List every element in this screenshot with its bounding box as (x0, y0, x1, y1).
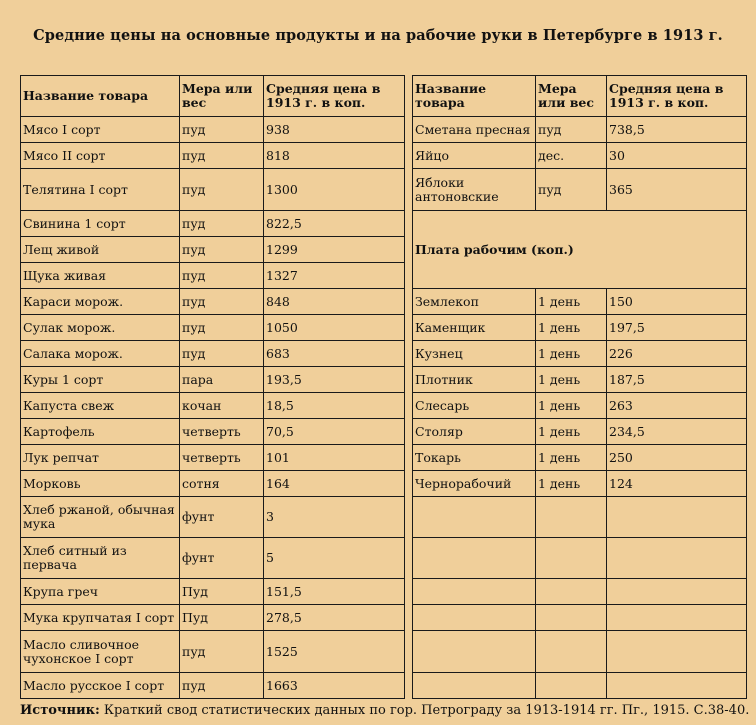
table-title: Средние цены на основные продукты и на рабочие руки в Петербурге в 1913 г. (33, 27, 723, 44)
table-row (21, 471, 747, 497)
table-row (21, 143, 747, 169)
column-gap (405, 143, 413, 169)
empty-cell (607, 497, 747, 538)
worker-name: Слесарь (413, 393, 536, 419)
table-row (21, 315, 747, 341)
product-price: 1300 (264, 169, 405, 211)
product-name: Лук репчат (21, 445, 180, 471)
product-name: Яйцо (413, 143, 536, 169)
worker-period: 1 день (536, 419, 607, 445)
product-name: Картофель (21, 419, 180, 445)
product-name: Куры 1 сорт (21, 367, 180, 393)
source-label: Источник: (20, 703, 100, 718)
product-name: Мясо I сорт (21, 117, 180, 143)
column-gap (405, 315, 413, 341)
product-price: 822,5 (264, 211, 405, 237)
worker-wage: 263 (607, 393, 747, 419)
worker-name: Столяр (413, 419, 536, 445)
header-name: Название товара (413, 76, 536, 117)
product-price: 5 (264, 538, 405, 579)
product-measure: четверть (180, 445, 264, 471)
table-row (21, 367, 747, 393)
column-gap (405, 631, 413, 673)
worker-name: Кузнец (413, 341, 536, 367)
header-measure: Мера или вес (180, 76, 264, 117)
column-gap (405, 237, 413, 263)
empty-cell (607, 605, 747, 631)
product-price: 151,5 (264, 579, 405, 605)
table-row (21, 497, 747, 538)
column-gap (405, 497, 413, 538)
empty-cell (536, 673, 607, 699)
product-price: 365 (607, 169, 747, 211)
worker-wage: 124 (607, 471, 747, 497)
product-name: Масло сливочное чухонское I сорт (21, 631, 180, 673)
worker-name: Токарь (413, 445, 536, 471)
product-measure: пуд (180, 117, 264, 143)
product-name: Мясо II сорт (21, 143, 180, 169)
table-row (21, 538, 747, 579)
worker-period: 1 день (536, 367, 607, 393)
column-gap (405, 263, 413, 289)
header-price: Средняя цена в 1913 г. в коп. (607, 76, 747, 117)
empty-cell (413, 605, 536, 631)
column-gap (405, 169, 413, 211)
empty-cell (607, 538, 747, 579)
worker-wage: 187,5 (607, 367, 747, 393)
product-price: 818 (264, 143, 405, 169)
product-measure: четверть (180, 419, 264, 445)
product-name: Хлеб ржаной, обычная мука (21, 497, 180, 538)
product-measure: Пуд (180, 579, 264, 605)
empty-cell (413, 673, 536, 699)
empty-cell (413, 579, 536, 605)
product-measure: пуд (180, 237, 264, 263)
column-gap (405, 445, 413, 471)
product-measure: пуд (180, 169, 264, 211)
product-price: 164 (264, 471, 405, 497)
product-price: 278,5 (264, 605, 405, 631)
table-row (21, 211, 747, 237)
column-gap (405, 367, 413, 393)
worker-name: Землекоп (413, 289, 536, 315)
product-measure: Пуд (180, 605, 264, 631)
product-measure: пуд (536, 169, 607, 211)
table-row (21, 673, 747, 699)
product-measure: пуд (536, 117, 607, 143)
product-name: Лещ живой (21, 237, 180, 263)
empty-cell (413, 497, 536, 538)
product-name: Мука крупчатая I сорт (21, 605, 180, 631)
column-gap (405, 341, 413, 367)
product-measure: фунт (180, 497, 264, 538)
table-row (21, 117, 747, 143)
header-measure: Мера или вес (536, 76, 607, 117)
product-measure: пуд (180, 315, 264, 341)
product-measure: пуд (180, 631, 264, 673)
empty-cell (413, 538, 536, 579)
product-name: Хлеб ситный из первача (21, 538, 180, 579)
column-gap (405, 393, 413, 419)
empty-cell (536, 538, 607, 579)
worker-period: 1 день (536, 471, 607, 497)
column-gap (405, 211, 413, 237)
product-price: 1663 (264, 673, 405, 699)
product-measure: кочан (180, 393, 264, 419)
worker-wage: 250 (607, 445, 747, 471)
product-name: Свинина 1 сорт (21, 211, 180, 237)
worker-period: 1 день (536, 393, 607, 419)
worker-name: Каменщик (413, 315, 536, 341)
product-price: 1327 (264, 263, 405, 289)
product-price: 738,5 (607, 117, 747, 143)
product-price: 18,5 (264, 393, 405, 419)
product-measure: фунт (180, 538, 264, 579)
header-price: Средняя цена в 1913 г. в коп. (264, 76, 405, 117)
empty-cell (536, 631, 607, 673)
product-price: 70,5 (264, 419, 405, 445)
product-name: Морковь (21, 471, 180, 497)
worker-wage: 234,5 (607, 419, 747, 445)
empty-cell (607, 631, 747, 673)
product-price: 1299 (264, 237, 405, 263)
empty-cell (536, 605, 607, 631)
table-row (21, 579, 747, 605)
product-measure: пуд (180, 341, 264, 367)
product-price: 1050 (264, 315, 405, 341)
product-price: 30 (607, 143, 747, 169)
worker-name: Чернорабочий (413, 471, 536, 497)
worker-period: 1 день (536, 341, 607, 367)
product-measure: пуд (180, 211, 264, 237)
empty-cell (536, 497, 607, 538)
product-name: Яблоки антоновские (413, 169, 536, 211)
product-measure: пуд (180, 263, 264, 289)
empty-cell (536, 579, 607, 605)
column-gap (405, 289, 413, 315)
worker-period: 1 день (536, 289, 607, 315)
column-gap (405, 117, 413, 143)
column-gap (405, 605, 413, 631)
table-row (21, 631, 747, 673)
worker-name: Плотник (413, 367, 536, 393)
table-row (21, 419, 747, 445)
product-name: Сулак морож. (21, 315, 180, 341)
product-measure: дес. (536, 143, 607, 169)
product-measure: пара (180, 367, 264, 393)
product-name: Щука живая (21, 263, 180, 289)
table-row (21, 393, 747, 419)
product-measure: пуд (180, 673, 264, 699)
empty-cell (607, 673, 747, 699)
product-name: Караси морож. (21, 289, 180, 315)
product-price: 848 (264, 289, 405, 315)
worker-period: 1 день (536, 315, 607, 341)
product-name: Масло русское I сорт (21, 673, 180, 699)
product-name: Крупа греч (21, 579, 180, 605)
product-price: 683 (264, 341, 405, 367)
product-measure: сотня (180, 471, 264, 497)
table-row (21, 605, 747, 631)
product-measure: пуд (180, 289, 264, 315)
header-row (21, 76, 747, 117)
product-name: Капуста свеж (21, 393, 180, 419)
product-name: Телятина I сорт (21, 169, 180, 211)
source-text: Краткий свод статистических данных по гор. Петрограду за 1913-1914 гг. Пг., 1915. С.38-40. (99, 703, 750, 718)
header-name: Название товара (21, 76, 180, 117)
price-table (20, 75, 747, 699)
table-row (21, 289, 747, 315)
column-gap (405, 579, 413, 605)
worker-period: 1 день (536, 445, 607, 471)
empty-cell (413, 631, 536, 673)
column-gap (405, 673, 413, 699)
column-gap (405, 76, 413, 117)
product-price: 101 (264, 445, 405, 471)
column-gap (405, 538, 413, 579)
wages-heading: Плата рабочим (коп.) (413, 211, 747, 289)
product-price: 938 (264, 117, 405, 143)
column-gap (405, 419, 413, 445)
table-row (21, 445, 747, 471)
table-row (21, 341, 747, 367)
column-gap (405, 471, 413, 497)
product-name: Салака морож. (21, 341, 180, 367)
source-note (20, 703, 749, 718)
worker-wage: 197,5 (607, 315, 747, 341)
product-name: Сметана пресная (413, 117, 536, 143)
worker-wage: 226 (607, 341, 747, 367)
product-price: 1525 (264, 631, 405, 673)
worker-wage: 150 (607, 289, 747, 315)
product-price: 193,5 (264, 367, 405, 393)
product-measure: пуд (180, 143, 264, 169)
table-row (21, 169, 747, 211)
empty-cell (607, 579, 747, 605)
product-price: 3 (264, 497, 405, 538)
